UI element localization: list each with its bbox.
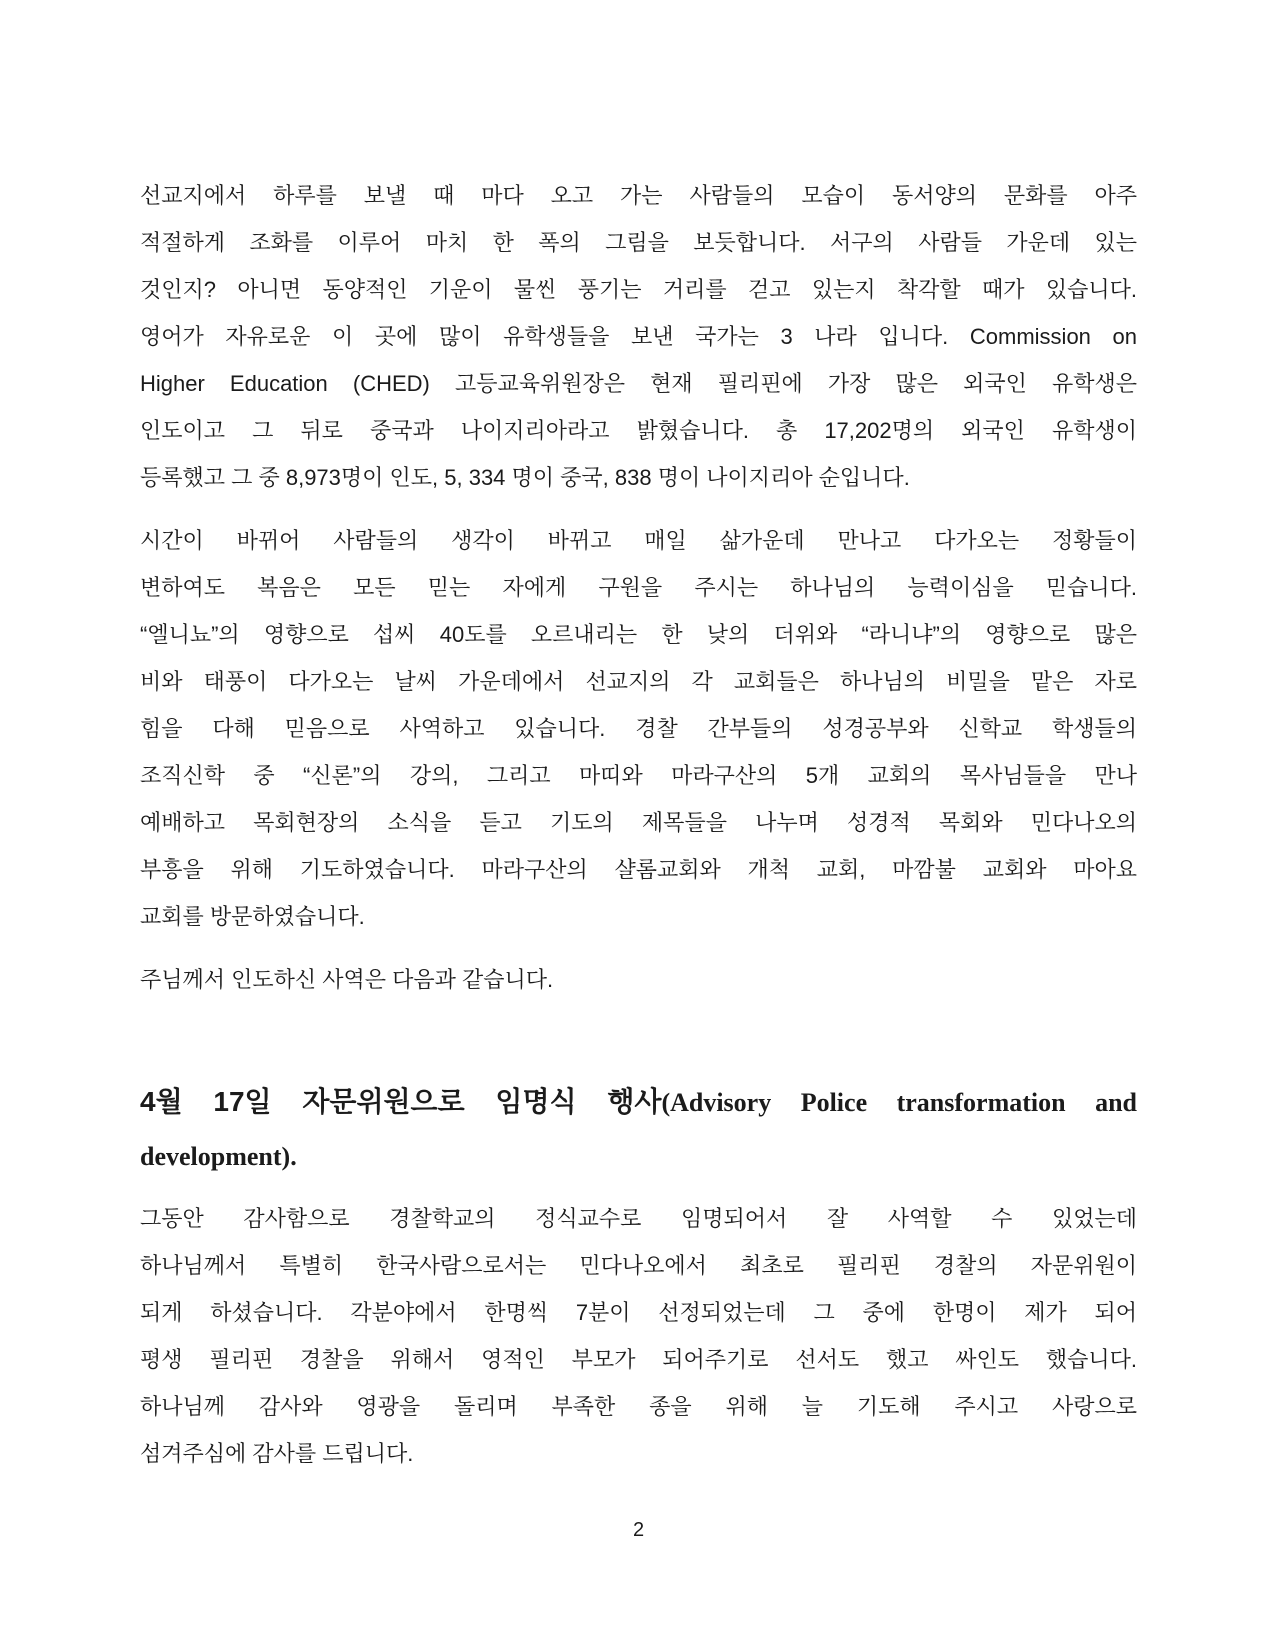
text-line: 영어가 자유로운 이 곳에 많이 유학생들을 보낸 국가는 3 나라 입니다. Commission on <box>140 324 1137 349</box>
text-line: 힘을 다해 믿음으로 사역하고 있습니다. 경찰 간부들의 성경공부와 신학교 학생들의 <box>140 716 1137 741</box>
text-line: 평생 필리핀 경찰을 위해서 영적인 부모가 되어주기로 선서도 했고 싸인도 했습니다. <box>140 1347 1137 1372</box>
text-line: 조직신학 중 “신론”의 강의, 그리고 마띠와 마라구산의 5개 교회의 목사님들을 만나 <box>140 763 1137 788</box>
text-line: 그동안 감사함으로 경찰학교의 정식교수로 임명되어서 잘 사역할 수 있었는데 <box>140 1206 1137 1231</box>
text-line: 하나님께서 특별히 한국사람으로서는 민다나오에서 최초로 필리핀 경찰의 자문위원이 <box>140 1253 1137 1278</box>
text-line: 선교지에서 하루를 보낼 때 마다 오고 가는 사람들의 모습이 동서양의 문화를 아주 <box>140 183 1137 208</box>
text-line: 하나님께 감사와 영광을 돌리며 부족한 종을 위해 늘 기도해 주시고 사랑으로 <box>140 1394 1137 1419</box>
heading-english-text: (Advisory Police transformation and <box>661 1088 1137 1117</box>
heading-line-1 <box>140 1075 1137 1129</box>
paragraph-appointment <box>140 1195 1137 1477</box>
heading-line-2 <box>140 1129 1137 1183</box>
text-line: 되게 하셨습니다. 각분야에서 한명씩 7분이 선정되었는데 그 중에 한명이 제가 되어 <box>140 1300 1137 1325</box>
text-line: 등록했고 그 중 8,973명이 인도, 5, 334 명이 중국, 838 명이 나이지리아 순입니다. <box>140 465 910 490</box>
text-line: 시간이 바뀌어 사람들의 생각이 바뀌고 매일 삶가운데 만나고 다가오는 정황들이 <box>140 528 1137 553</box>
heading-korean-text: 4월 17일 자문위원으로 임명식 행사 <box>140 1086 662 1117</box>
page-footer <box>140 1516 1137 1544</box>
text-line: 적절하게 조화를 이루어 마치 한 폭의 그림을 보듯합니다. 서구의 사람들 가운데 있는 <box>140 230 1137 255</box>
text-line: 부흥을 위해 기도하였습니다. 마라구산의 샬롬교회와 개척 교회, 마깜불 교회와 마아요 <box>140 857 1137 882</box>
text-line: 예배하고 목회현장의 소식을 듣고 기도의 제목들을 나누며 성경적 목회와 민다나오의 <box>140 810 1137 835</box>
text-line: “엘니뇨”의 영향으로 섭씨 40도를 오르내리는 한 낮의 더위와 “라니냐”의 영향으로 많은 <box>140 622 1137 647</box>
text-line: 인도이고 그 뒤로 중국과 나이지리아라고 밝혔습니다. 총 17,202명의 외국인 유학생이 <box>140 418 1137 443</box>
heading-english-text-2: development). <box>140 1142 297 1171</box>
section-heading <box>140 1075 1137 1183</box>
paragraph-lead-in <box>140 956 1137 1003</box>
document-body <box>140 172 1137 1493</box>
text-line: 변하여도 복음은 모든 믿는 자에게 구원을 주시는 하나님의 능력이심을 믿습니다. <box>140 575 1137 600</box>
text-line: 것인지? 아니면 동양적인 기운이 물씬 풍기는 거리를 걷고 있는지 착각할 때가 있습니다. <box>140 277 1137 302</box>
page-number: 2 <box>632 1519 645 1541</box>
paragraph-intro <box>140 172 1137 501</box>
paragraph-ministry-weather <box>140 517 1137 940</box>
text-line: 섬겨주심에 감사를 드립니다. <box>140 1441 414 1466</box>
text-line: 교회를 방문하였습니다. <box>140 904 365 929</box>
text-line: 비와 태풍이 다가오는 날씨 가운데에서 선교지의 각 교회들은 하나님의 비밀을 맡은 자로 <box>140 669 1137 694</box>
text-line: 주님께서 인도하신 사역은 다음과 같습니다. <box>140 967 554 992</box>
text-line: Higher Education (CHED) 고등교육위원장은 현재 필리핀에 가장 많은 외국인 유학생은 <box>140 371 1137 396</box>
